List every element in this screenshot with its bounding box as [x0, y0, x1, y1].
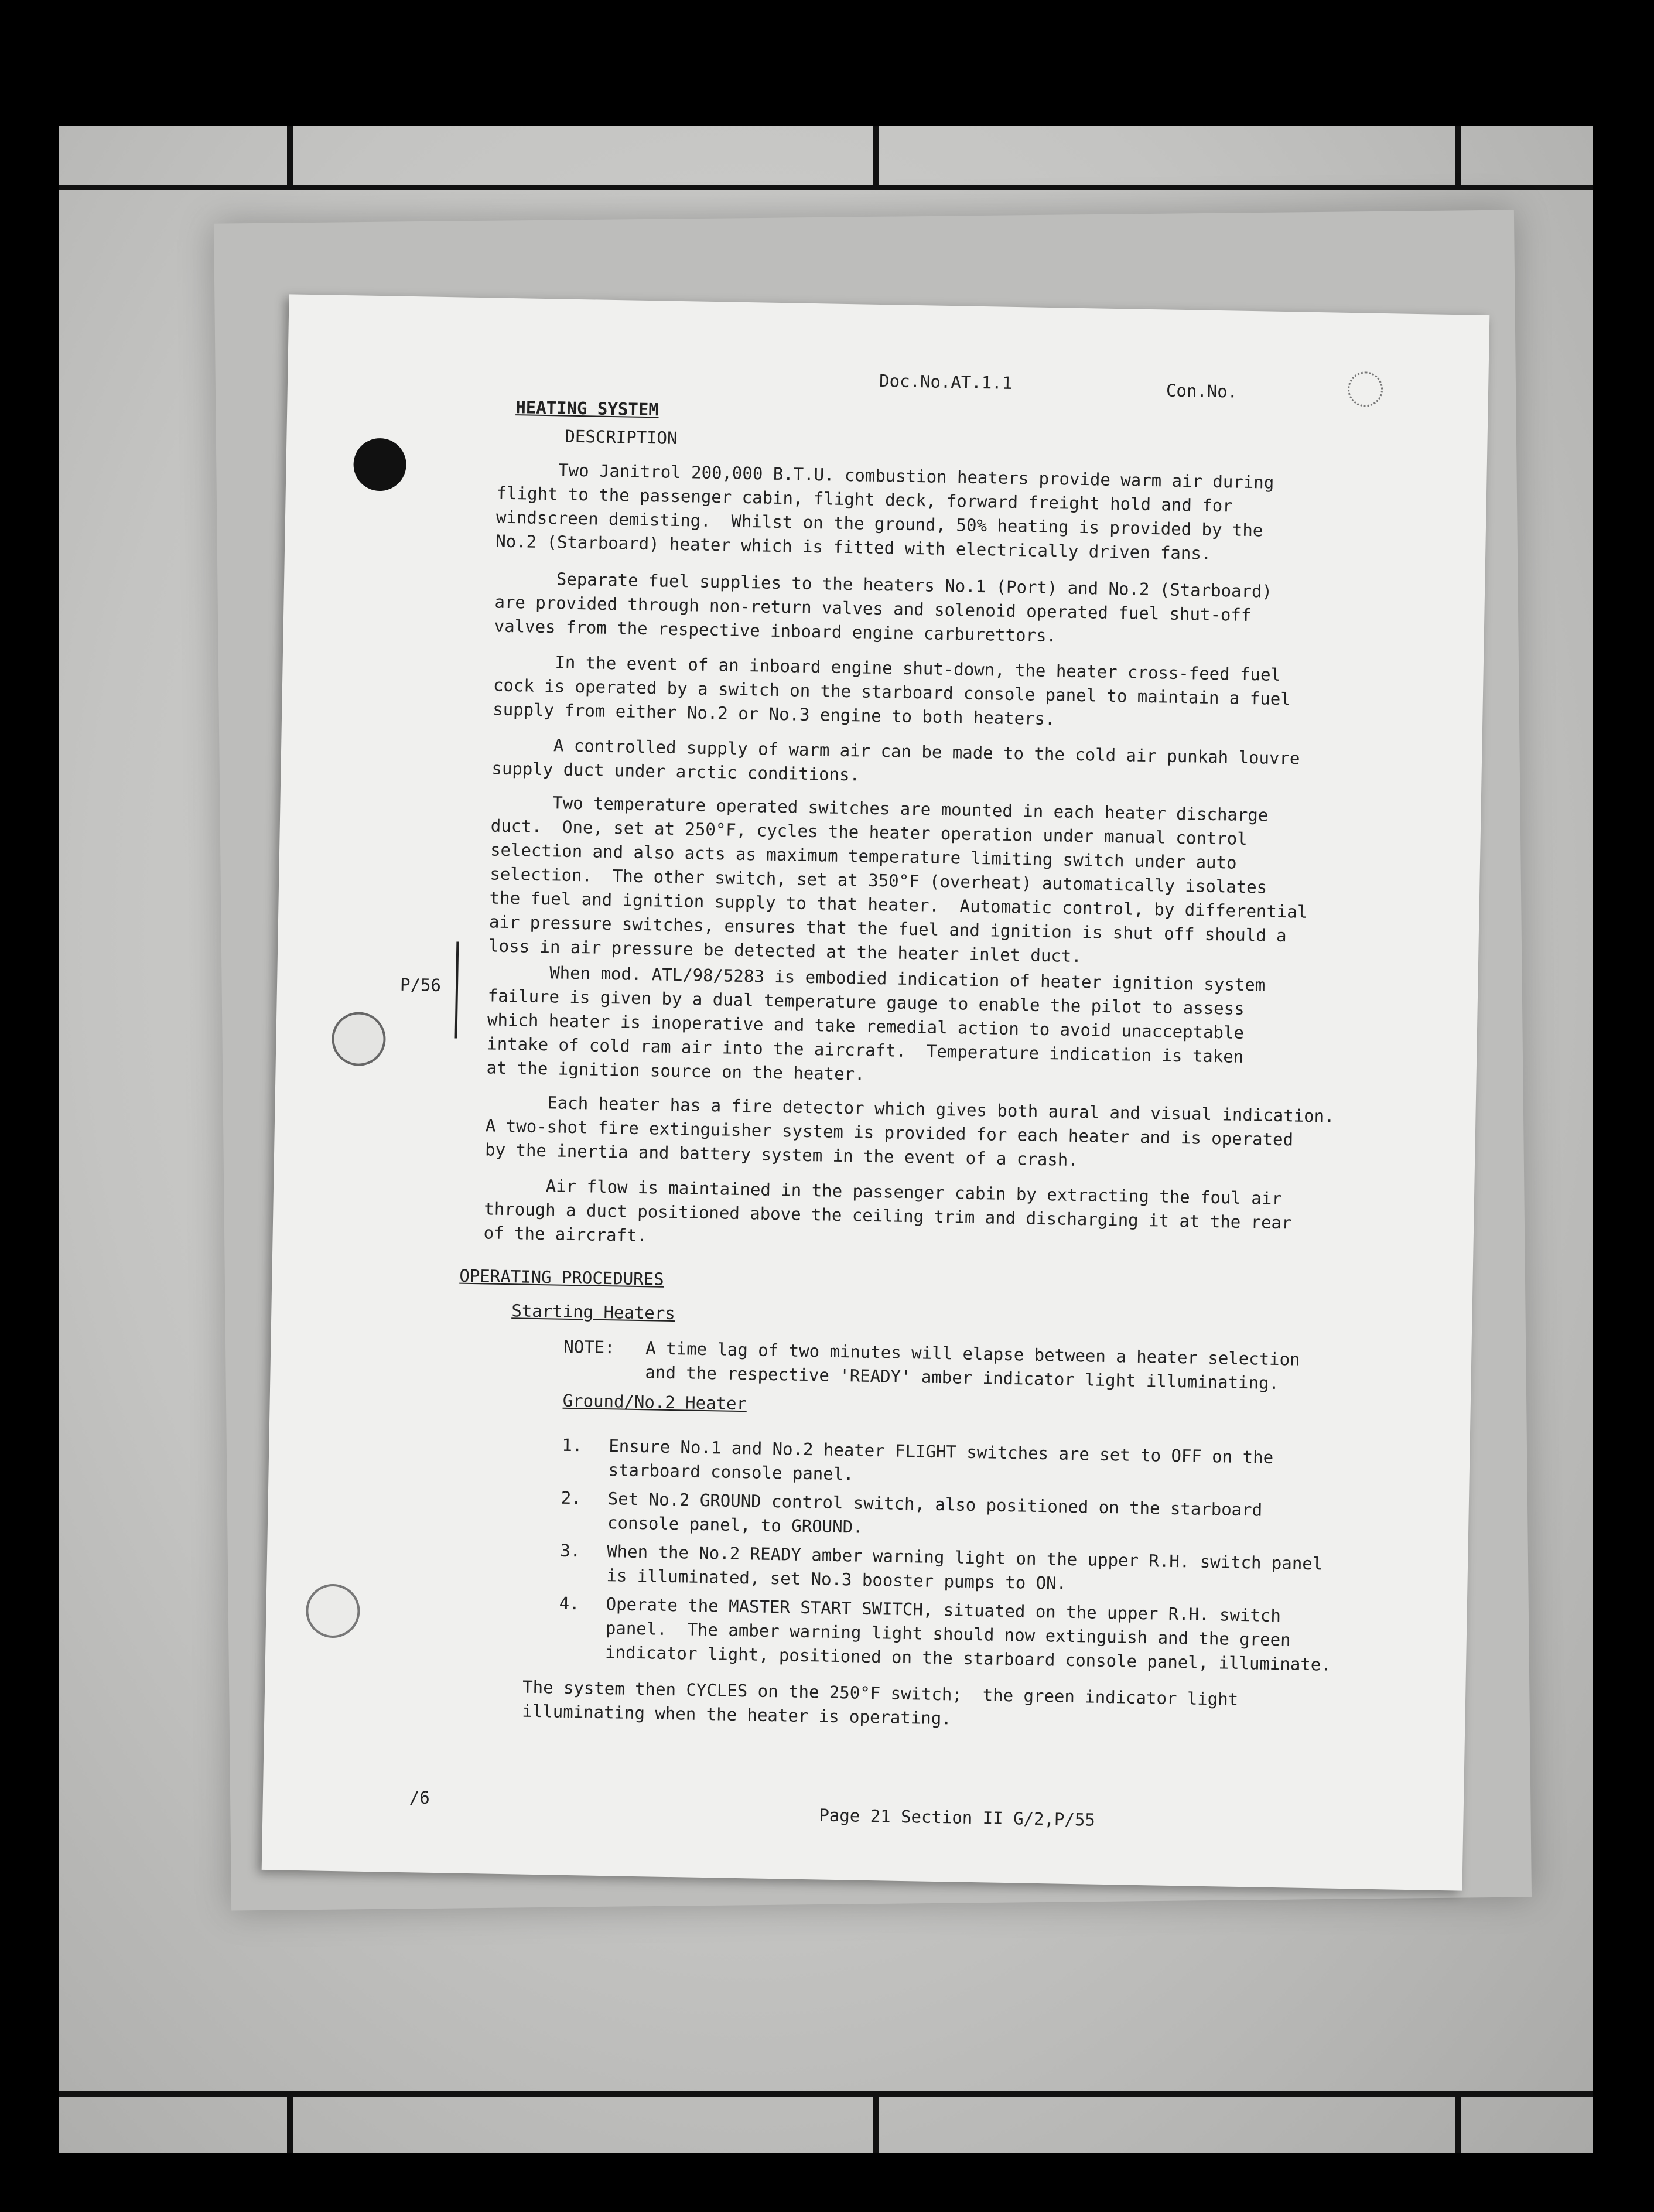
document-page — [262, 294, 1490, 1890]
scan-divider — [287, 2091, 293, 2153]
stamp-mark — [1348, 371, 1383, 407]
description-heading: DESCRIPTION — [565, 426, 678, 448]
con-number: Con.No. — [1166, 380, 1238, 402]
footer-left-mark: /6 — [409, 1787, 430, 1808]
description-paragraph: Two Janitrol 200,000 B.T.U. combustion heaters provide warm air during flight to the passenger cabin, flight deck, forward freight hold and for windscreen demisting. Whilst on the ground, 50% heating is provided by the No.2 (Starboard) heater which is fitted with electrically driven fans. — [495, 459, 1274, 564]
scan-divider — [1455, 126, 1461, 190]
starting-heaters-heading: Starting Heaters — [511, 1300, 676, 1324]
description-paragraph: A controlled supply of warm air can be made to the cold air punkah louvre supply duct under arctic conditions. — [491, 734, 1300, 785]
description-paragraph: Air flow is maintained in the passenger cabin by extracting the foul air through a duct positioned above the ceiling trim and discharging it at the rear of the aircraft. — [483, 1175, 1292, 1246]
description-paragraph: Each heater has a fire detector which gives both aural and visual indication. A two-shot fire extinguisher system is provided for each heater and is operated by the inertia and battery system in the event of a crash. — [484, 1091, 1335, 1170]
step-number: 4. — [559, 1593, 580, 1614]
margin-reference: P/56 — [399, 974, 442, 996]
step-number: 3. — [559, 1540, 581, 1561]
step-text: Set No.2 GROUND control switch, also positioned on the starboard console panel, to GROUND. — [607, 1489, 1263, 1537]
step-number: 1. — [562, 1435, 583, 1456]
scan-divider — [873, 126, 879, 190]
scan-divider — [1455, 2091, 1461, 2153]
punch-hole — [353, 438, 407, 491]
note-label: NOTE: — [563, 1336, 615, 1358]
description-paragraph: In the event of an inboard engine shut-down, the heater cross-feed fuel cock is operated by a switch on the starboard console panel to maintain a fuel supply from either No.2 or No.3 engine to both heaters. — [493, 651, 1291, 729]
step-text: When the No.2 READY amber warning light on the upper R.H. switch panel is illuminated, set No.3 booster pumps to ON. — [606, 1541, 1323, 1593]
step-text: Ensure No.1 and No.2 heater FLIGHT switches are set to OFF on the starboard console panel. — [608, 1436, 1274, 1484]
punch-hole-ring — [332, 1012, 387, 1067]
ground-heater-heading: Ground/No.2 Heater — [562, 1390, 747, 1414]
step-number: 2. — [561, 1487, 582, 1508]
punch-hole-ring — [306, 1583, 361, 1638]
page-footer: Page 21 Section II G/2,P/55 — [819, 1805, 1096, 1830]
description-paragraph: When mod. ATL/98/5283 is embodied indication of heater ignition system failure is given by a dual temperature gauge to enable the pilot to assess which heater is inoperative and take remedial action to avoid unacceptable intake of cold ram air into the aircraft. Temperature indication is taken at the ignition source on the heater. — [486, 961, 1266, 1084]
step-text: Operate the MASTER START SWITCH, situated on the upper R.H. switch panel. The amber warning light should now extinguish and the green indicator light, positioned on the starboard console panel, illuminate. — [604, 1594, 1331, 1675]
page-title: HEATING SYSTEM — [515, 397, 659, 420]
revision-bar — [455, 941, 459, 1038]
description-paragraph: Two temperature operated switches are mounted in each heater discharge duct. One, set at 250°F, cycles the heater operation under manual control selection and also acts as maximum temperature limiting switch under auto selection. The other switch, set at 350°F (overheat) automatically isolates the fuel and ignition supply to that heater. Automatic control, by differential air pressure switches, ensures that the fuel and ignition is shut off should a loss in air pressure be detected at the heater inlet duct. — [488, 791, 1308, 967]
description-paragraph: Separate fuel supplies to the heaters No.1 (Port) and No.2 (Starboard) are provided through non-return valves and solenoid operated fuel shut-off valves from the respective inboard engine carburettors. — [494, 568, 1273, 646]
scan-divider — [287, 126, 293, 190]
scan-divider — [873, 2091, 879, 2153]
note-text: A time lag of two minutes will elapse between a heater selection and the respective 'READY' amber indicator light illuminating. — [645, 1338, 1300, 1394]
doc-number: Doc.No.AT.1.1 — [879, 370, 1013, 393]
operating-heading: OPERATING PROCEDURES — [459, 1265, 664, 1289]
closing-statement: The system then CYCLES on the 250°F switch; the green indicator light illuminating when the heater is operating. — [522, 1677, 1239, 1729]
